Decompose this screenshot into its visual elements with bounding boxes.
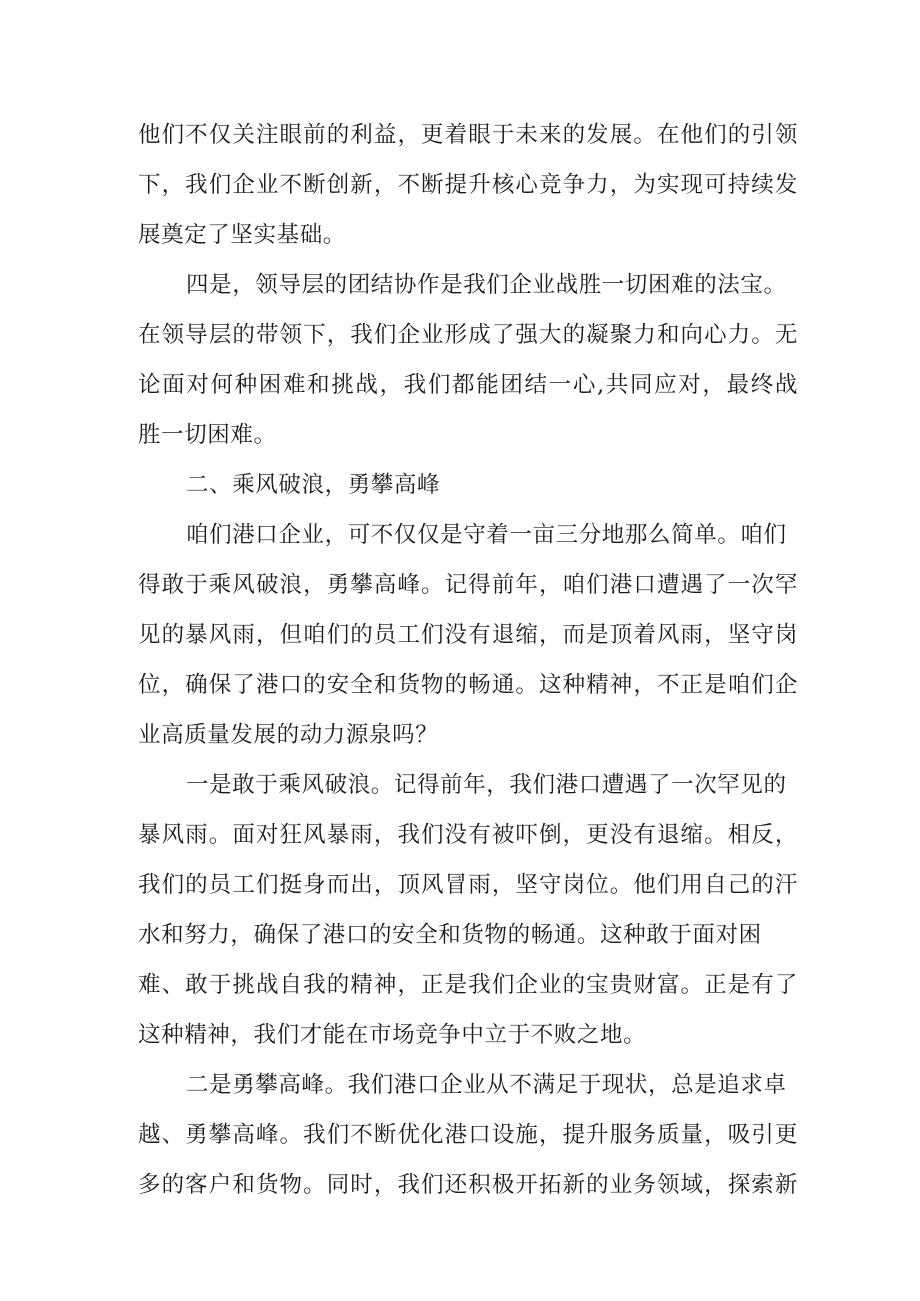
text-line: 难、敢于挑战自我的精神，正是我们企业的宝贵财富。正是有了 — [138, 972, 798, 998]
text-line: 见的暴风雨，但咱们的员工们没有退缩，而是顶着风雨，坚守岗 — [138, 622, 798, 648]
text-line: 四是，领导层的团结协作是我们企业战胜一切困难的法宝。 — [186, 272, 787, 298]
text-line: 越、勇攀高峰。我们不断优化港口设施，提升服务质量，吸引更 — [138, 1122, 798, 1148]
text-line: 咱们港口企业，可不仅仅是守着一亩三分地那么简单。咱们 — [186, 522, 787, 548]
text-line: 二是勇攀高峰。我们港口企业从不满足于现状，总是追求卓 — [186, 1072, 787, 1098]
text-line: 胜一切困难。 — [138, 422, 277, 448]
text-line: 下，我们企业不断创新，不断提升核心竞争力，为实现可持续发 — [138, 172, 798, 198]
text-line: 得敢于乘风破浪，勇攀高峰。记得前年，咱们港口遭遇了一次罕 — [138, 572, 798, 598]
text-line: 多的客户和货物。同时，我们还积极开拓新的业务领域，探索新 — [138, 1172, 798, 1198]
text-line: 在领导层的带领下，我们企业形成了强大的凝聚力和向心力。无 — [138, 322, 798, 348]
text-line: 我们的员工们挺身而出，顶风冒雨，坚守岗位。他们用自己的汗 — [138, 872, 798, 898]
section-heading: 二、乘风破浪，勇攀高峰 — [186, 472, 441, 498]
document-body — [138, 110, 798, 1210]
text-line: 业高质量发展的动力源泉吗？ — [138, 722, 439, 748]
text-line: 暴风雨。面对狂风暴雨，我们没有被吓倒，更没有退缩。相反， — [138, 822, 798, 848]
text-line: 他们不仅关注眼前的利益，更着眼于未来的发展。在他们的引领 — [138, 122, 798, 148]
text-line: 展奠定了坚实基础。 — [138, 222, 346, 248]
text-line: 水和努力，确保了港口的安全和货物的畅通。这种敢于面对困 — [138, 922, 762, 948]
text-line: 论面对何种困难和挑战，我们都能团结一心,共同应对，最终战 — [138, 372, 798, 398]
text-line: 位，确保了港口的安全和货物的畅通。这种精神，不正是咱们企 — [138, 672, 798, 698]
text-line: 一是敢于乘风破浪。记得前年，我们港口遭遇了一次罕见的 — [186, 772, 787, 798]
text-line: 这种精神，我们才能在市场竞争中立于不败之地。 — [138, 1022, 647, 1048]
